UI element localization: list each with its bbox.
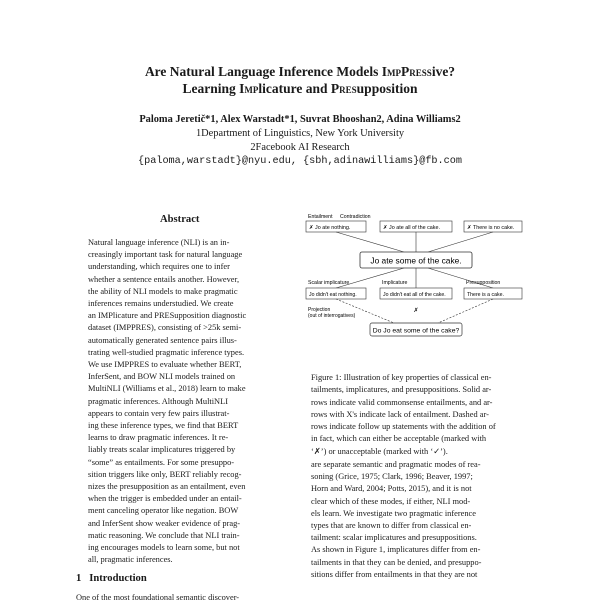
box-top2-text: ✗ Jo ate all of the cake. — [383, 225, 440, 231]
abstract-line: “some” as entailments. For some presuppo- — [88, 457, 235, 467]
body-line: soning (Grice, 1975; Clark, 1996; Beaver, 1997; — [311, 472, 473, 482]
box-bot1-text: Jo didn't eat nothing. — [309, 292, 357, 298]
abstract-line: Natural language inference (NLI) is an in- — [88, 238, 230, 247]
right-column-body — [311, 459, 526, 581]
label-presupposition: Presupposition — [466, 280, 501, 286]
body-line: As shown in Figure 1, implicatures differ from en- — [311, 545, 481, 555]
box-top3-text: ✗ There is no cake. — [467, 225, 515, 231]
abstract-line: trating well-studied pragmatic inference types. — [88, 347, 245, 357]
box-bot2-text: Jo didn't eat all of the cake. — [383, 292, 446, 298]
caption-line: Figure 1: Illustration of key properties of classical en- — [311, 373, 492, 382]
paper-title-line1: Are Natural Language Inference Models ImpPressive? — [144, 64, 456, 79]
body-line: tailment: scalar implicatures and presuppositions. — [311, 533, 477, 543]
abstract-line: nizes the presupposition as an entailment, even — [88, 482, 246, 492]
caption-line: tailments, implicatures, and presuppositions. Solid ar- — [311, 385, 492, 395]
abstract-line: sition triggers like only, BERT reliably recog- — [88, 469, 242, 479]
body-line: clear which of these modes, if either, NLI mod- — [311, 496, 471, 506]
abstract-line: matic reasoning. We conclude that NLI train- — [88, 530, 240, 540]
abstract-line: appears to contain very few pairs illustrat- — [88, 408, 230, 418]
body-line: sitions differ from entailments in that they are not — [311, 569, 478, 579]
abstract-line: ment canceling operator like negation. BOW — [88, 506, 239, 516]
caption-line: rows indicate follow up statements with the addition of — [311, 422, 496, 432]
label-scalar: Scalar implicature — [308, 280, 350, 286]
center-sentence: Jo ate some of the cake. — [370, 255, 462, 266]
abstract-line: whether a sentence entails another. However, — [88, 274, 240, 284]
abstract-line: dataset (IMPPRES), consisting of >25k semi- — [88, 323, 242, 333]
caption-line: ‘✗’) or unacceptable (marked with ‘✓’). — [311, 446, 448, 456]
abstract-line: all, pragmatic inferences. — [88, 555, 173, 565]
paper-title-line2: Learning Implicature and Presupposition — [182, 81, 418, 96]
abstract-line: automatically generated sentence pairs illus- — [88, 335, 237, 345]
intro-heading: 1 Introduction — [76, 573, 147, 584]
affiliation-2: 2Facebook AI Research — [250, 142, 350, 153]
abstract-line: and InferSent show weaker evidence of prag- — [88, 518, 241, 528]
abstract-line: creasingly important task for natural language — [88, 250, 243, 260]
abstract-line: MultiNLI (Williams et al., 2018) learn to make — [88, 384, 246, 394]
abstract-line: an IMPlicature and PRESupposition diagnostic — [88, 311, 247, 321]
abstract-line: the ability of NLI models to make pragmatic — [88, 286, 238, 296]
label-projection: Projection — [308, 307, 331, 313]
abstract-heading: Abstract — [160, 214, 200, 225]
abstract-line: when the trigger is embedded under an entail- — [88, 494, 242, 504]
label-entailment: Entailment — [308, 214, 333, 220]
box-bot3-text: There is a cake. — [467, 292, 504, 298]
email-addresses: {paloma,warstadt}@nyu.edu, {sbh,adinawilliams}@fb.com — [137, 156, 462, 167]
caption-line: rows with X's indicate lack of entailment. Dashed ar- — [311, 409, 489, 419]
authors: Paloma Jeretič*1, Alex Warstadt*1, Suvrat Bhooshan2, Adina Williams2 — [139, 114, 461, 125]
abstract-line: understanding, which requires one to infer — [88, 262, 230, 272]
body-line: are separate semantic and pragmatic modes of rea- — [311, 460, 481, 469]
label-implicature: Implicature — [382, 280, 408, 286]
body-line: Horn and Ward, 2004; Potts, 2015), and it is not — [311, 484, 472, 494]
abstract-line: pragmatic inferences. Although MultiNLI — [88, 396, 229, 406]
body-line: tailments in that they can be denied, and presuppo- — [311, 557, 482, 567]
abstract-line: ing encourages models to learn some, but not — [88, 543, 240, 553]
question-sentence: Do Jo eat some of the cake? — [372, 327, 460, 335]
abstract-line: liably treats scalar implicatures triggered by — [88, 445, 236, 455]
abstract-body — [88, 237, 285, 566]
label-contradiction: Contradiction — [340, 214, 371, 220]
box-top1-text: ✗ Jo ate nothing. — [309, 225, 351, 231]
abstract-line: inferences remains understudied. We create — [88, 299, 234, 309]
intro-partial-line: One of the most foundational semantic discover- — [76, 593, 240, 602]
affiliation-1: 1Department of Linguistics, New York University — [195, 128, 405, 139]
abstract-line: InferSent, and BOW NLI models trained on — [88, 372, 236, 382]
caption-line: in fact, which can either be acceptable (marked with — [311, 434, 487, 444]
figure-1-diagram — [304, 210, 526, 338]
abstract-line: learns to draw pragmatic inferences. It re- — [88, 433, 229, 443]
caption-line: rows indicate valid commonsense entailments, and ar- — [311, 397, 493, 407]
figure-1-caption — [311, 372, 526, 458]
body-line: types that are known to differ from classical en- — [311, 521, 472, 531]
label-projection-2: (out of interrogatives) — [308, 313, 356, 319]
body-line: els learn. We investigate two pragmatic inference — [311, 508, 476, 518]
abstract-line: ing these inference types, we find that BERT — [88, 421, 239, 431]
abstract-line: We use IMPPRES to evaluate whether BERT, — [88, 360, 242, 370]
cross-mark: ✗ — [413, 308, 419, 314]
